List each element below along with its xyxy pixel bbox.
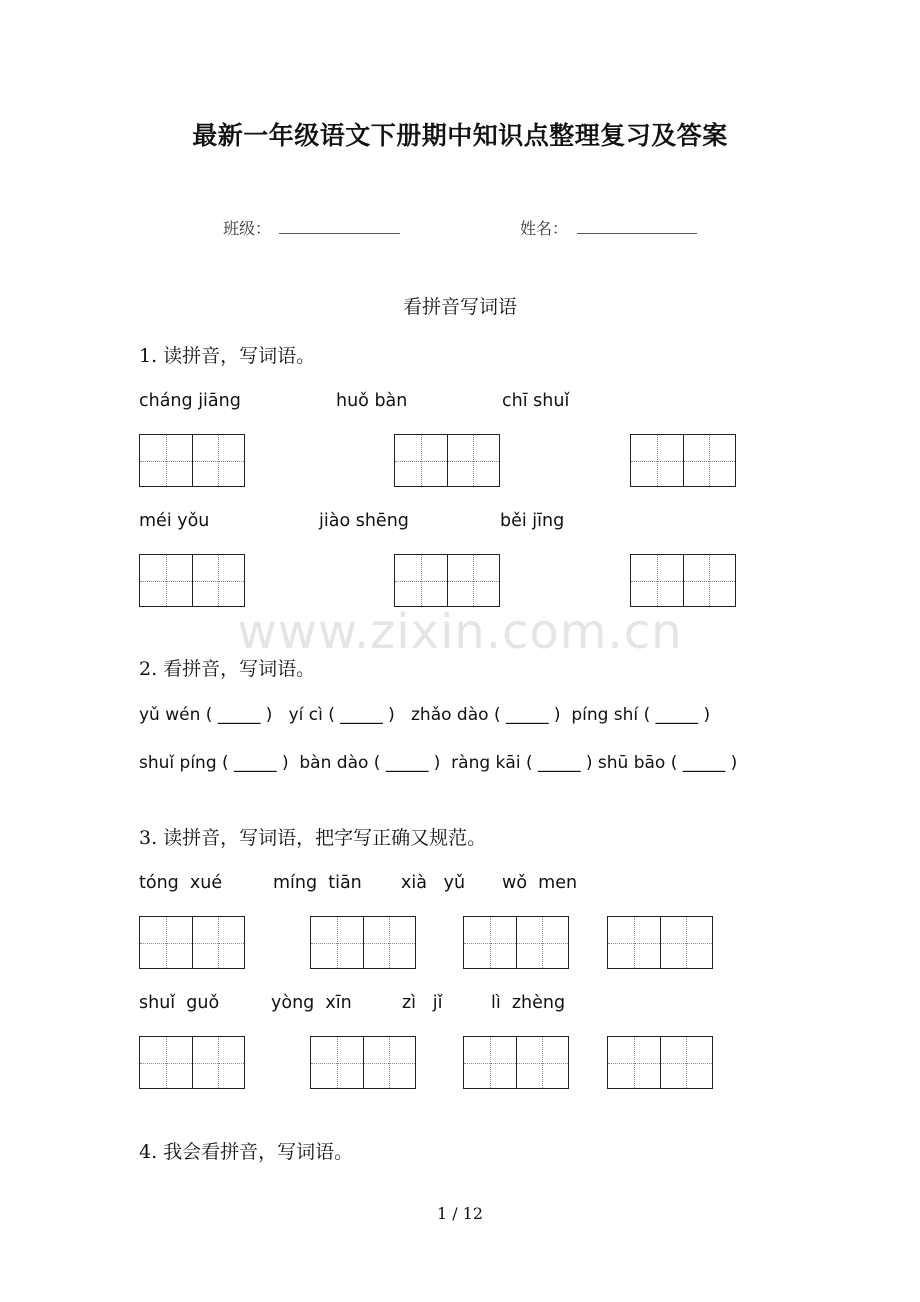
question-2-title: 2. 看拼音，写词语。 <box>139 658 316 680</box>
tianzige-writing-box[interactable] <box>139 916 245 969</box>
class-label: 班级： <box>223 219 272 238</box>
tianzige-writing-box[interactable] <box>139 554 245 607</box>
fill-in-line: yǔ wén ( _____ ) yí cì ( _____ ) zhǎo dào ( _____ ) píng shí ( _____ ) <box>139 705 711 725</box>
watermark: www.zixin.com.cn <box>237 604 683 660</box>
class-blank-line[interactable] <box>279 233 400 234</box>
question-3-title: 3. 读拼音，写词语，把字写正确又规范。 <box>139 827 487 849</box>
tianzige-writing-box[interactable] <box>630 434 736 487</box>
name-blank-line[interactable] <box>577 233 697 234</box>
tianzige-writing-box[interactable] <box>310 1036 416 1089</box>
pinyin-label: jiào shēng <box>319 511 409 531</box>
pinyin-label: chī shuǐ <box>502 391 570 411</box>
pinyin-label: huǒ bàn <box>336 391 408 411</box>
tianzige-writing-box[interactable] <box>463 916 569 969</box>
pinyin-label: tóng xué <box>139 873 223 893</box>
document-title: 最新一年级语文下册期中知识点整理复习及答案 <box>192 121 728 150</box>
pinyin-label: cháng jiāng <box>139 391 241 411</box>
tianzige-writing-box[interactable] <box>139 434 245 487</box>
tianzige-writing-box[interactable] <box>310 916 416 969</box>
pinyin-label: yòng xīn <box>271 993 352 1013</box>
pinyin-label: wǒ men <box>502 873 578 893</box>
pinyin-label: lì zhèng <box>491 993 566 1013</box>
question-1-title: 1. 读拼音，写词语。 <box>139 345 316 367</box>
tianzige-writing-box[interactable] <box>463 1036 569 1089</box>
name-label: 姓名： <box>520 219 569 238</box>
question-4-title: 4. 我会看拼音，写词语。 <box>139 1141 354 1163</box>
pinyin-label: běi jīng <box>500 511 565 531</box>
tianzige-writing-box[interactable] <box>394 434 500 487</box>
tianzige-writing-box[interactable] <box>607 1036 713 1089</box>
fill-in-line: shuǐ píng ( _____ ) bàn dào ( _____ ) ràng kāi ( _____ ) shū bāo ( _____ ) <box>139 753 738 773</box>
section-title: 看拼音写词语 <box>402 296 517 318</box>
pinyin-label: shuǐ guǒ <box>139 993 220 1013</box>
pinyin-label: méi yǒu <box>139 511 210 531</box>
tianzige-writing-box[interactable] <box>630 554 736 607</box>
tianzige-writing-box[interactable] <box>607 916 713 969</box>
pinyin-label: míng tiān <box>273 873 362 893</box>
pinyin-label: zì jǐ <box>402 993 443 1013</box>
tianzige-writing-box[interactable] <box>139 1036 245 1089</box>
pinyin-label: xià yǔ <box>401 873 466 893</box>
page-number: 1 / 12 <box>436 1204 484 1223</box>
tianzige-writing-box[interactable] <box>394 554 500 607</box>
